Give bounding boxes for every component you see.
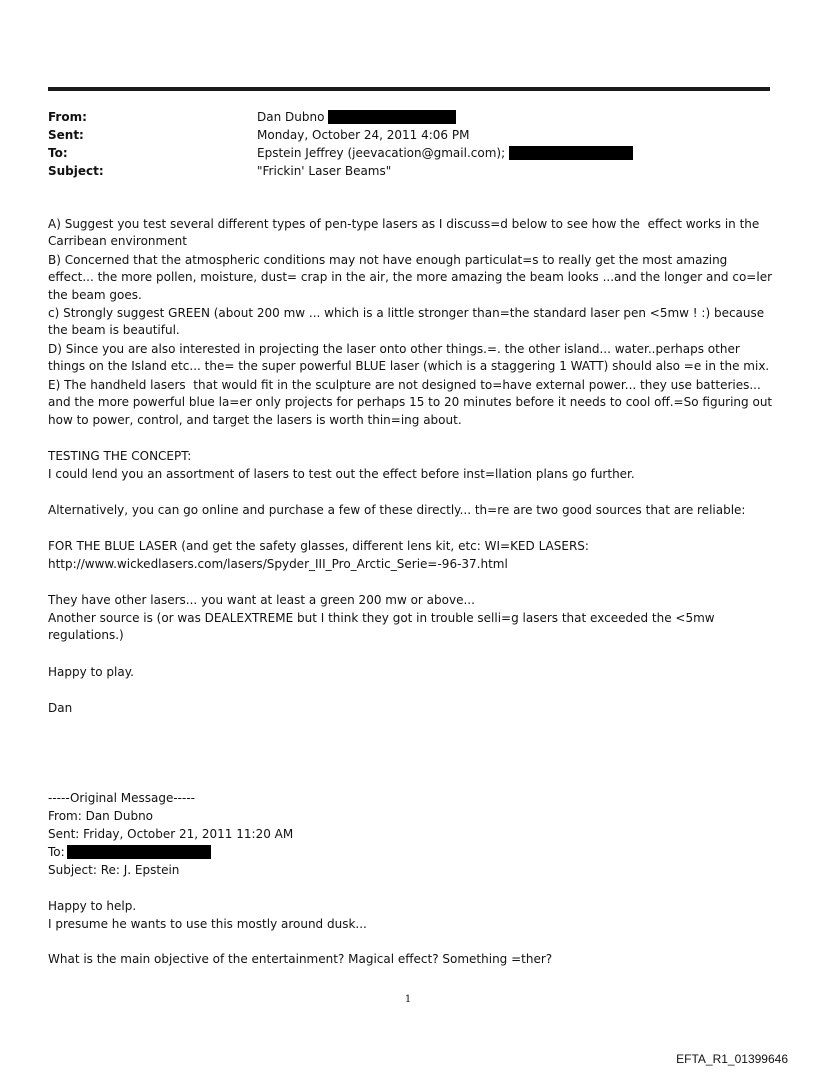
other-lasers-line: They have other lasers... you want at least a green 200 mw or above... (48, 593, 475, 607)
original-dusk-line: I presume he wants to use this mostly around dusk... (48, 917, 367, 931)
body-paragraph-c: c) Strongly suggest GREEN (about 200 mw ... which is a little stronger than=the standard laser pen <5mw ! :) because the beam is beautiful. (48, 306, 768, 338)
original-message-divider: -----Original Message----- (48, 791, 195, 805)
testing-heading: TESTING THE CONCEPT: (48, 449, 192, 463)
signoff: Dan (48, 701, 73, 715)
body-paragraph-e: E) The handheld lasers that would fit in the sculpture are not designed to=have external power... they use batteries... and the more powerful blue la=er only projects for perhaps 15 to 20 minutes before it needs to cool off.=So figuring out how to power, control, and target the lasers is worth thin=ing about. (48, 378, 776, 427)
redaction-bar (328, 110, 456, 124)
from-label: From: (48, 110, 87, 124)
original-subject: Subject: Re: J. Epstein (48, 863, 180, 877)
bates-number: EFTA_R1_01399646 (676, 1052, 788, 1066)
body-paragraph-b: B) Concerned that the atmospheric conditions may not have enough particulat=s to really get the most amazing effect... the more pollen, moisture, dust= crap in the air, the more amazing the beam looks ...and the longer and co=ler the beam goes. (48, 253, 776, 302)
sent-value: Monday, October 24, 2011 4:06 PM (257, 128, 470, 142)
redaction-bar (509, 146, 633, 160)
original-from: From: Dan Dubno (48, 809, 154, 823)
blue-laser-line: FOR THE BLUE LASER (and get the safety glasses, different lens kit, etc: WI=KED LASERS: (48, 539, 589, 553)
happy-to-play: Happy to play. (48, 665, 134, 679)
body-paragraph-d: D) Since you are also interested in projecting the laser onto other things.=. the other island... water..perhaps other things on the Island etc... the= the super powerful BLUE laser (which is a staggering 1 WATT) should also =e in the mix. (48, 342, 770, 374)
from-name: Dan Dubno (257, 110, 325, 124)
original-help-line: Happy to help. (48, 899, 137, 913)
original-question: What is the main objective of the entertainment? Magical effect? Something =ther? (48, 952, 553, 966)
to-value (257, 144, 633, 162)
alternatively-text: Alternatively, you can go online and purchase a few of these directly... th=re are two good sources that are reliable: (48, 503, 746, 517)
original-sent: Sent: Friday, October 21, 2011 11:20 AM (48, 827, 294, 841)
subject-label: Subject: (48, 164, 104, 178)
original-to-label: To: (48, 845, 65, 859)
header-rule (48, 87, 770, 91)
redaction-bar (67, 845, 211, 859)
page-number: 1 (404, 994, 412, 1005)
blue-laser-link[interactable]: http://www.wickedlasers.com/lasers/Spyder_III_Pro_Arctic_Serie=-96-37.html (48, 557, 508, 571)
to-recipients: Epstein Jeffrey (jeevacation@gmail.com); (257, 146, 506, 160)
testing-text: I could lend you an assortment of lasers to test out the effect before inst=llation plans go further. (48, 467, 635, 481)
subject-value: "Frickin' Laser Beams" (257, 164, 392, 178)
other-source-text: Another source is (or was DEALEXTREME but I think they got in trouble selli=g lasers that exceeded the <5mw regulations.) (48, 611, 719, 643)
body-paragraph-a: A) Suggest you test several different types of pen-type lasers as I discuss=d below to see how the effect works in the Carribean environment (48, 217, 764, 249)
from-value (257, 108, 456, 126)
original-to (48, 844, 773, 861)
to-label: To: (48, 146, 68, 160)
sent-label: Sent: (48, 128, 84, 142)
